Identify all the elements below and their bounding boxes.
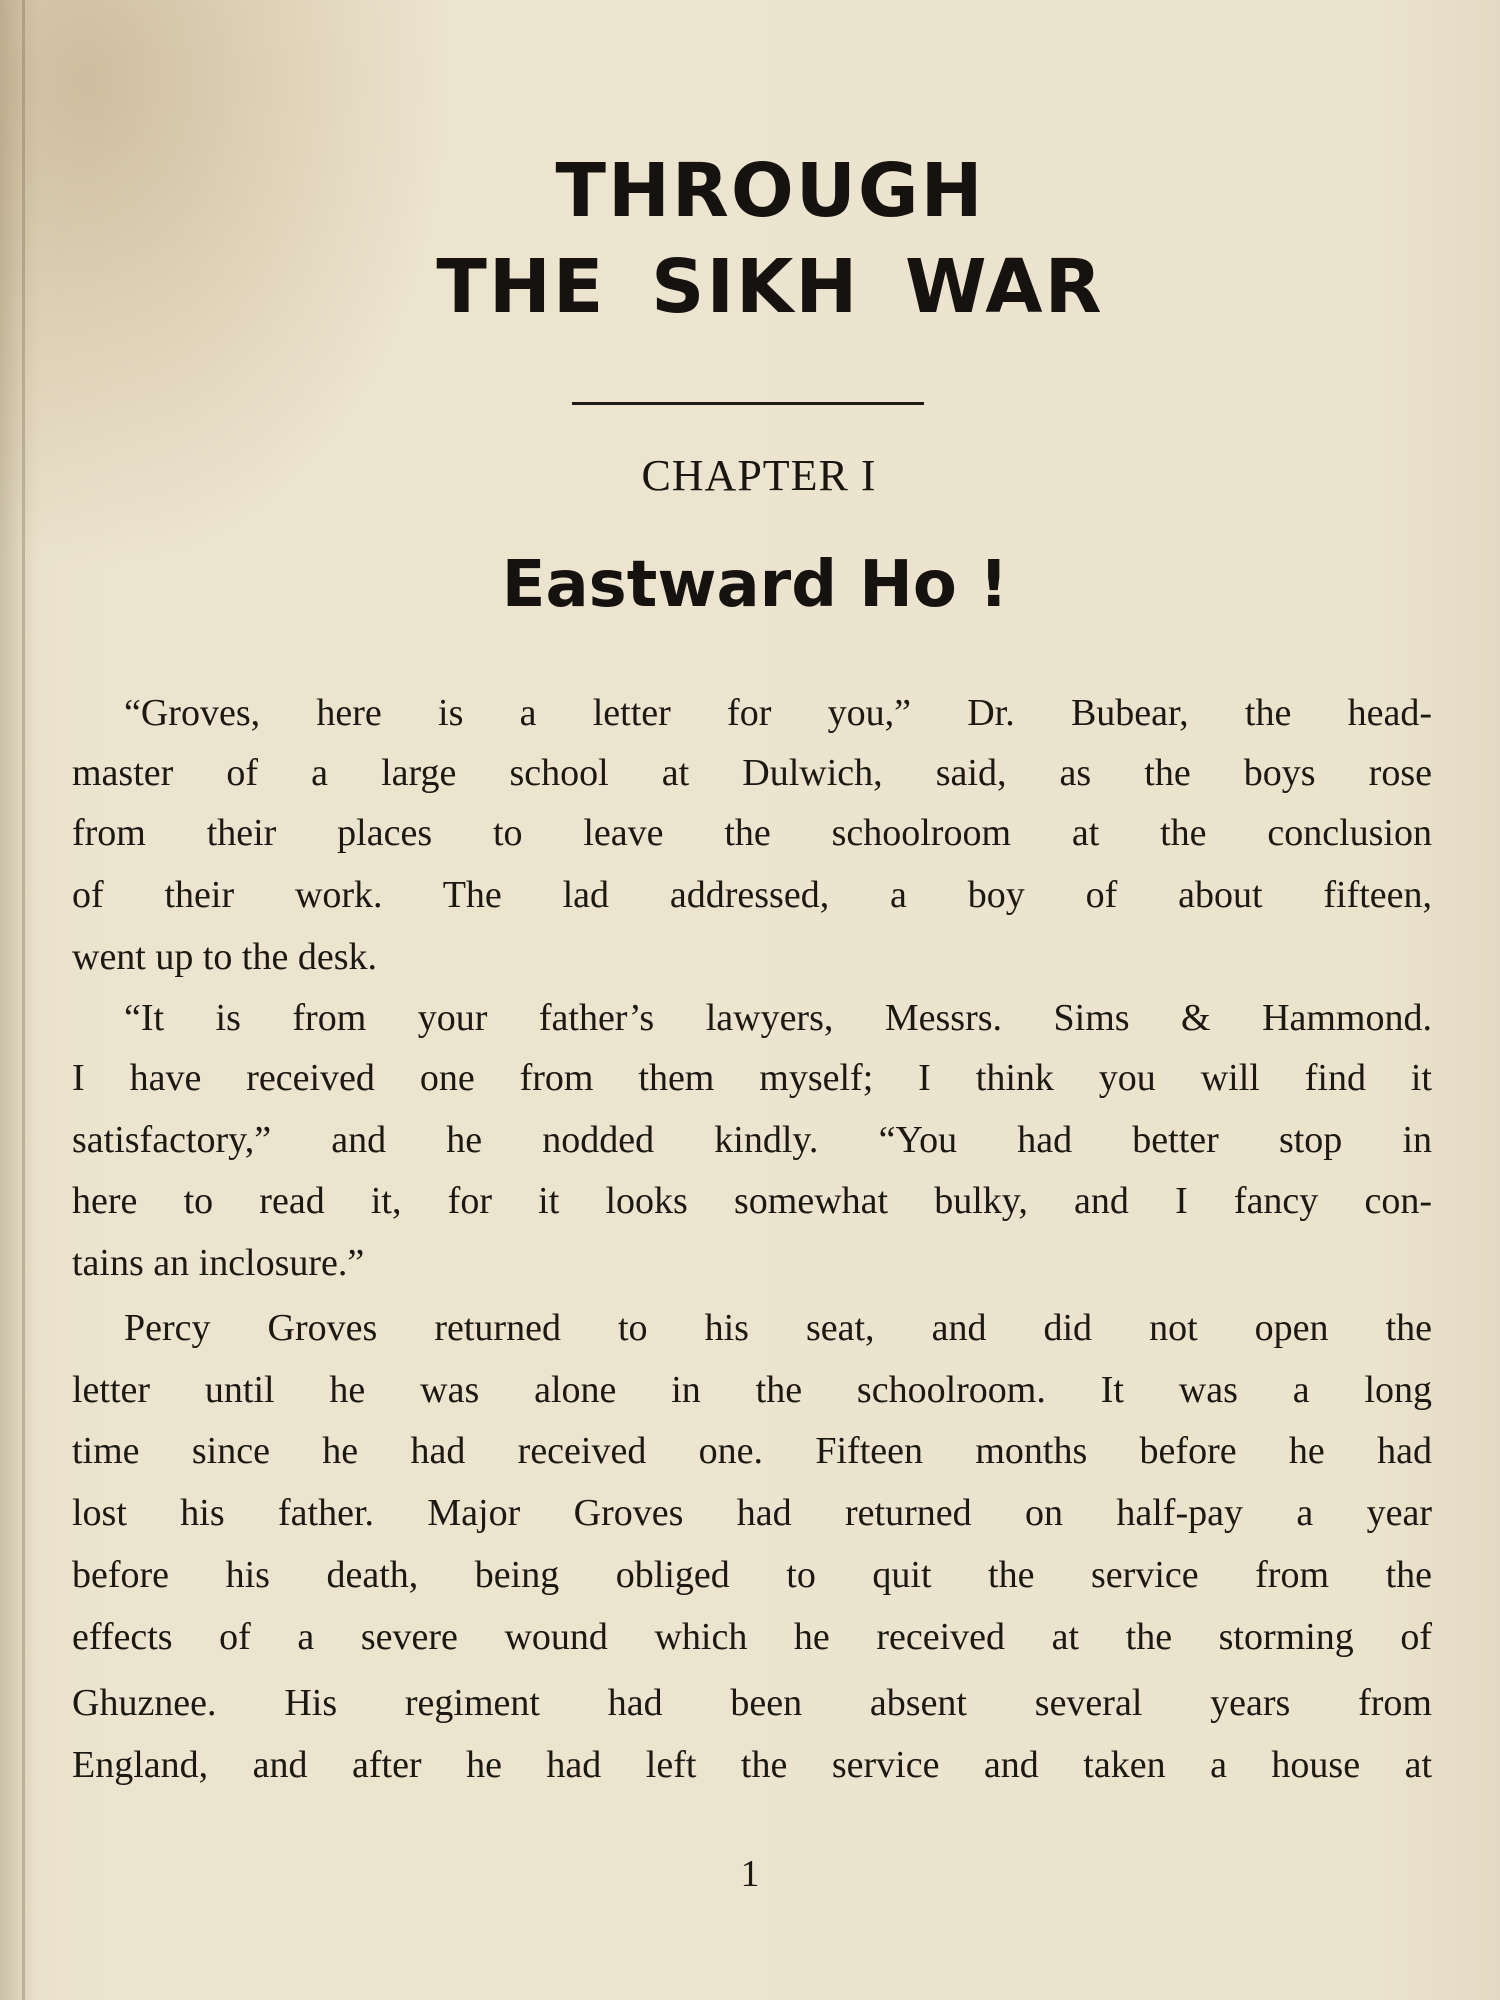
body-line: Percy Groves returned to his seat, and did not open the xyxy=(124,1307,1432,1349)
page-number: 1 xyxy=(740,1853,760,1895)
body-line: effects of a severe wound which he received at the storming of xyxy=(72,1616,1432,1658)
body-line: tains an inclosure.” xyxy=(72,1242,365,1284)
book-title-line-1: THROUGH xyxy=(555,148,985,234)
body-line: before his death, being obliged to quit the service from the xyxy=(72,1554,1432,1596)
body-line: “Groves, here is a letter for you,” Dr. Bubear, the head- xyxy=(124,692,1432,734)
body-line: England, and after he had left the service and taken a house at xyxy=(72,1744,1432,1786)
page-spine-shadow xyxy=(22,0,25,2000)
chapter-label: CHAPTER I xyxy=(641,451,877,500)
body-line: “It is from your father’s lawyers, Messrs. Sims & Hammond. xyxy=(124,997,1432,1039)
body-line: of their work. The lad addressed, a boy of about fifteen, xyxy=(72,874,1432,916)
body-line: Ghuznee. His regiment had been absent several years from xyxy=(72,1682,1432,1724)
body-line: satisfactory,” and he nodded kindly. “You had better stop in xyxy=(72,1119,1432,1161)
title-divider-rule xyxy=(572,402,924,405)
body-line: went up to the desk. xyxy=(72,936,378,978)
body-line: lost his father. Major Groves had returned on half-pay a year xyxy=(72,1492,1432,1534)
body-line: here to read it, for it looks somewhat bulky, and I fancy con- xyxy=(72,1180,1432,1222)
chapter-title: Eastward Ho ! xyxy=(501,548,1009,622)
body-line: I have received one from them myself; I think you will find it xyxy=(72,1057,1432,1099)
body-line: from their places to leave the schoolroom at the conclusion xyxy=(72,812,1432,854)
body-line: master of a large school at Dulwich, said, as the boys rose xyxy=(72,752,1432,794)
body-line: time since he had received one. Fifteen months before he had xyxy=(72,1430,1432,1472)
body-line: letter until he was alone in the schoolroom. It was a long xyxy=(72,1369,1432,1411)
book-title-line-2: THE SIKH WAR xyxy=(436,244,1104,330)
